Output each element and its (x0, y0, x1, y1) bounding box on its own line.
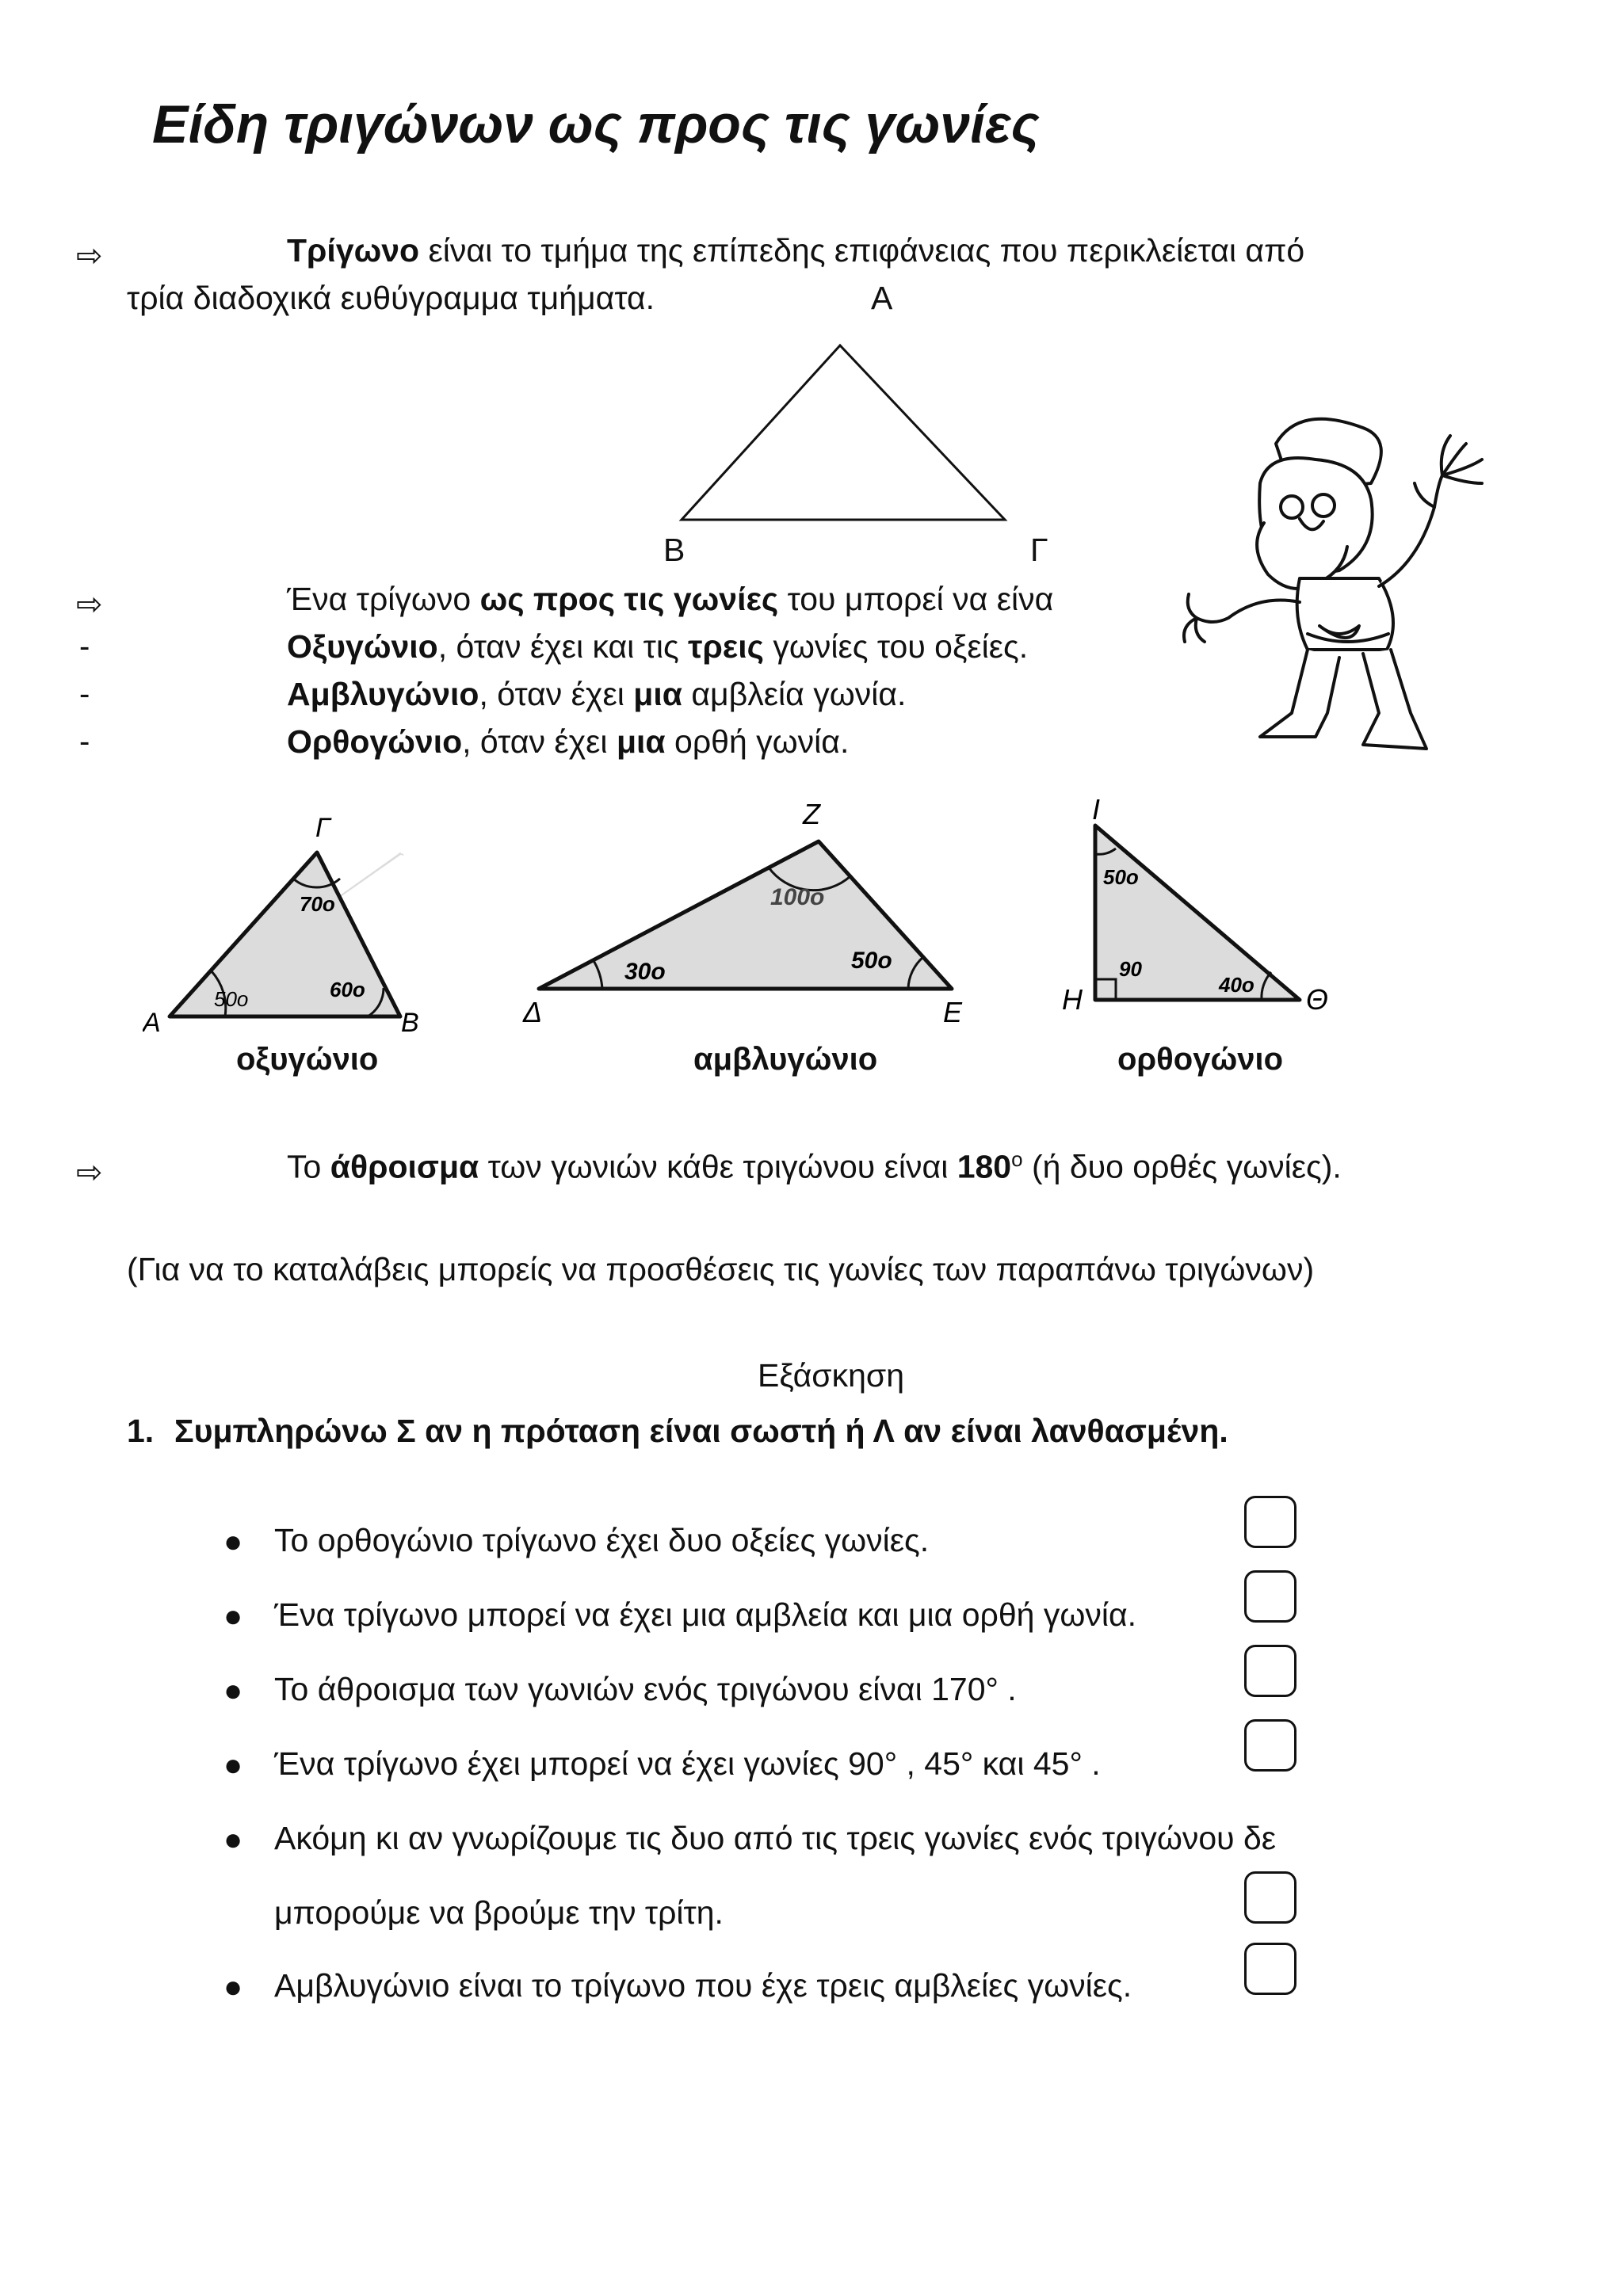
exercise-instruction: Συμπληρώνω Σ αν η πρόταση είναι σωστή ή Λ αν είναι λανθασμένη. (174, 1413, 1228, 1449)
vertex-g-label: Γ (1030, 532, 1048, 568)
statement-5-line-2: μπορούμε να βρούμε την τρίτη. (274, 1894, 724, 1931)
vertex-label: Η (1062, 983, 1083, 1016)
bullet-marker: ● (223, 1970, 243, 2004)
arrow-icon: ⇨ (76, 1155, 103, 1190)
vertex-label: Β (401, 1008, 419, 1038)
dash-marker: - (79, 724, 90, 759)
exercise-number: 1. (127, 1413, 155, 1449)
gnome-illustration (1181, 388, 1514, 769)
angle-sum-note: (Για να το καταλάβεις μπορείς να προσθέσεις τις γωνίες των παραπάνω τριγώνων) (127, 1251, 1315, 1287)
exercise-heading: Εξάσκηση (758, 1357, 905, 1394)
statement-6: Αμβλυγώνιο είναι το τρίγωνο που έχε τρεις αμβλείες γωνίες. (274, 1967, 1132, 2004)
obtuse-bold-one: μια (633, 676, 682, 712)
obtuse-text-post: αμβλεία γωνία. (682, 676, 907, 712)
bullet-marker: ● (223, 1599, 243, 1634)
obtuse-text-pre: , όταν έχει (479, 676, 634, 712)
vertex-label: Θ (1306, 983, 1329, 1016)
right-bold-one: μια (616, 723, 666, 760)
sum-text-pre: Το (287, 1148, 330, 1185)
definition-line-2: τρία διαδοχικά ευθύγραμμα τμήματα. (127, 280, 655, 316)
simple-triangle-shape (682, 345, 1005, 520)
statement-5-line-1: Ακόμη κι αν γνωρίζουμε τις δυο από τις τρεις γωνίες ενός τριγώνου δε (274, 1820, 1277, 1856)
triangle-types-figure (143, 792, 1347, 1046)
vertex-b-label: Β (663, 532, 685, 568)
term-right: Ορθογώνιο (287, 723, 463, 760)
vertex-label: Γ (315, 813, 331, 843)
right-text-post: ορθή γωνία. (665, 723, 850, 760)
angle-label: 100ο (770, 884, 825, 910)
classification-intro (287, 580, 1053, 619)
statement-1: Το ορθογώνιο τρίγωνο έχει δυο οξείες γωνίες. (274, 1522, 930, 1558)
obtuse-definition (287, 675, 906, 714)
sum-text-post: (ή δυο ορθές γωνίες). (1022, 1148, 1342, 1185)
angle-label: 30ο (624, 959, 666, 985)
vertex-label: Δ (523, 996, 543, 1028)
definition-line-1 (287, 231, 1304, 270)
answer-box-1[interactable] (1244, 1496, 1296, 1548)
answer-box-2[interactable] (1244, 1570, 1296, 1623)
answer-box-5[interactable] (1244, 1871, 1296, 1924)
arrow-icon: ⇨ (76, 238, 103, 273)
sum-value: 180 (957, 1148, 1012, 1185)
intro-text: Ένα τρίγωνο (287, 581, 480, 617)
bullet-marker: ● (223, 1673, 243, 1708)
angle-sum-statement (287, 1147, 1342, 1187)
acute-triangle (143, 813, 419, 1038)
sum-text-mid: των γωνιών κάθε τριγώνου είναι (479, 1148, 957, 1185)
acute-text-post: γωνίες του οξείες. (763, 628, 1029, 665)
acute-bold-three: τρεις (688, 628, 764, 665)
dash-marker: - (79, 629, 90, 664)
definition-text-1: είναι το τμήμα της επίπεδης επιφάνειας που περικλείεται από (419, 232, 1305, 269)
page-title: Είδη τριγώνων ως προς τις γωνίες (152, 94, 1040, 154)
intro-end-text: του μπορεί να είνα (778, 581, 1054, 617)
sum-bold-term: άθροισμα (330, 1148, 479, 1185)
simple-triangle-diagram (666, 341, 1014, 531)
term-triangle: Τρίγωνο (287, 232, 420, 269)
acute-caption: οξυγώνιο (236, 1042, 379, 1077)
angle-label: 40ο (1219, 973, 1254, 997)
answer-box-4[interactable] (1244, 1719, 1296, 1772)
term-obtuse: Αμβλυγώνιο (287, 676, 479, 712)
bullet-marker: ● (223, 1822, 243, 1857)
right-text-pre: , όταν έχει (462, 723, 617, 760)
angle-label: 50ο (851, 948, 892, 974)
arrow-icon: ⇨ (76, 587, 103, 622)
angle-label: 90 (1119, 957, 1142, 981)
right-triangle (1062, 793, 1328, 1016)
statement-4: Ένα τρίγωνο έχει μπορεί να έχει γωνίες 90° , 45° και 45° . (274, 1745, 1101, 1782)
obtuse-triangle (522, 798, 963, 1028)
right-caption: ορθογώνιο (1117, 1042, 1284, 1077)
obtuse-caption: αμβλυγώνιο (693, 1042, 878, 1077)
intro-bold-text: ως προς τις γωνίες (479, 581, 779, 617)
statement-3: Το άθροισμα των γωνιών ενός τριγώνου είναι 170° . (274, 1671, 1017, 1707)
term-acute: Οξυγώνιο (287, 628, 438, 665)
vertex-label: Ι (1092, 793, 1101, 826)
right-definition (287, 723, 849, 761)
answer-box-6[interactable] (1244, 1943, 1296, 1995)
angle-label: 70ο (300, 892, 335, 916)
vertex-label: Ζ (803, 798, 820, 830)
vertex-label: Ε (943, 996, 963, 1028)
angle-label: 50ο (214, 987, 249, 1011)
bullet-marker: ● (223, 1748, 243, 1783)
degree-mark: ο (1011, 1147, 1023, 1171)
acute-definition (287, 627, 1028, 666)
dash-marker: - (79, 677, 90, 711)
vertex-label: Α (143, 1008, 161, 1038)
angle-label: 50ο (1103, 865, 1139, 889)
answer-box-3[interactable] (1244, 1645, 1296, 1697)
statement-2: Ένα τρίγωνο μπορεί να έχει μια αμβλεία και μια ορθή γωνία. (274, 1596, 1137, 1633)
bullet-marker: ● (223, 1524, 243, 1559)
vertex-a-label: Α (871, 280, 893, 316)
angle-label: 60ο (330, 978, 365, 1001)
acute-text-pre: , όταν έχει και τις (437, 628, 689, 665)
